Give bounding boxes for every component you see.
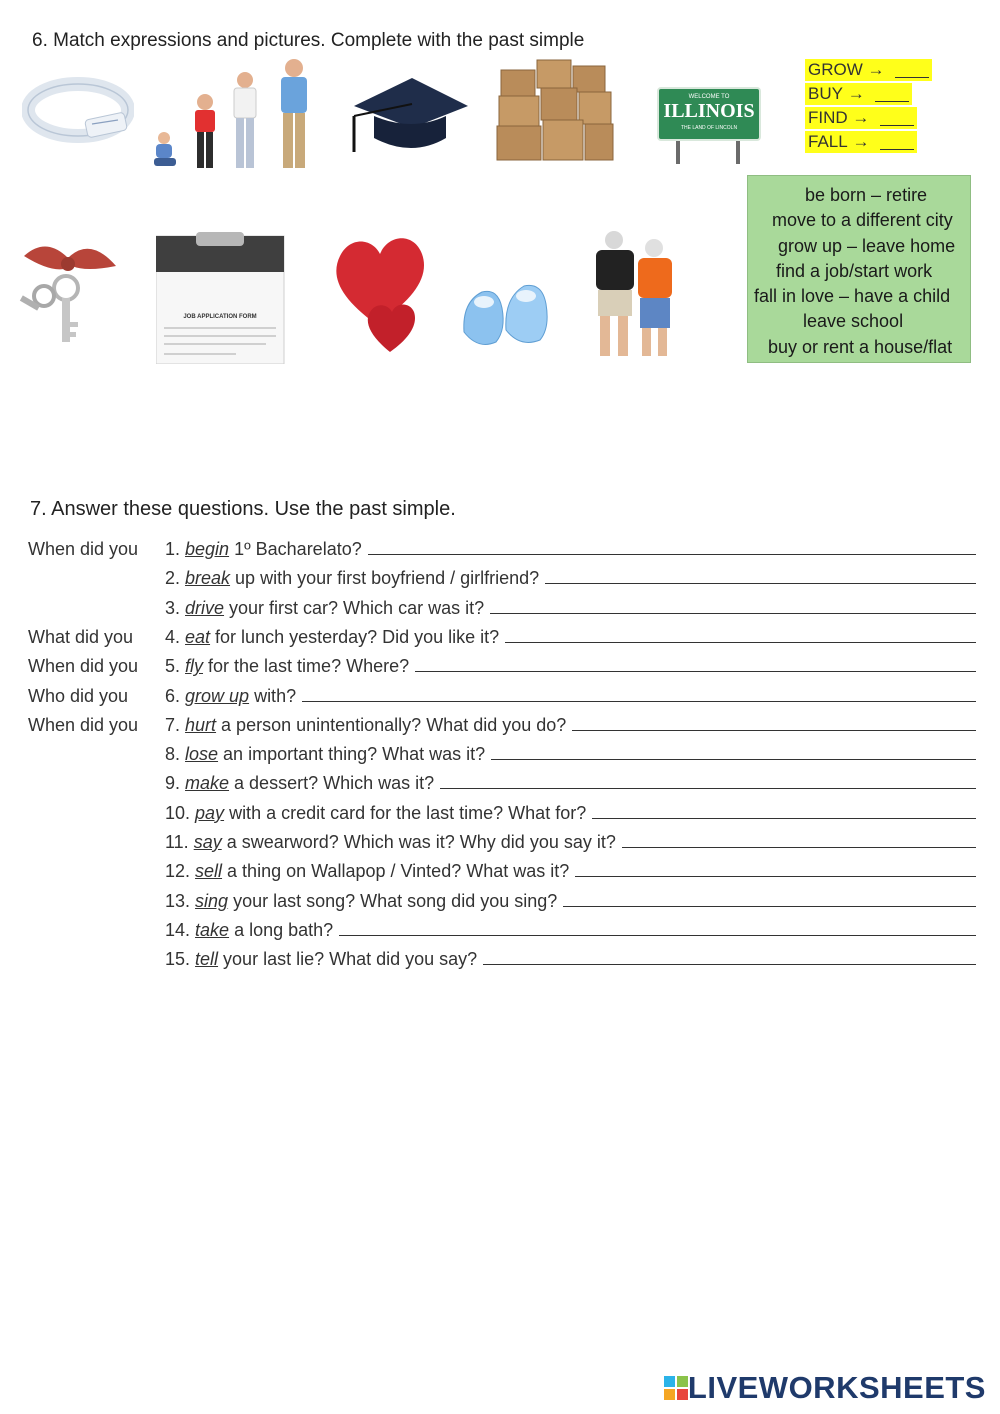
- question-lead: What did you: [28, 626, 134, 647]
- question-text: a person unintentionally? What did you do?: [216, 714, 567, 735]
- question-row: [28, 532, 976, 560]
- question-text: for the last time? Where?: [203, 656, 410, 677]
- question-verb: begin: [185, 539, 230, 559]
- verb-blank[interactable]: [880, 135, 914, 150]
- question-number: 13.: [165, 890, 196, 911]
- question-number: 1.: [165, 539, 186, 559]
- question-row: [28, 796, 976, 824]
- question-number: 12.: [165, 861, 196, 882]
- verb-word: FALL: [808, 132, 848, 151]
- question-row: [28, 737, 976, 765]
- arrow-icon: →: [852, 108, 870, 127]
- question-row: [28, 825, 976, 853]
- question-verb: break: [185, 568, 231, 589]
- liveworksheets-logo: [664, 1370, 986, 1406]
- question-verb: say: [193, 832, 222, 852]
- answer-line[interactable]: [622, 847, 976, 848]
- answer-line[interactable]: [490, 613, 976, 614]
- answer-line[interactable]: [572, 730, 976, 731]
- answer-line[interactable]: [545, 583, 976, 584]
- question-number: 9.: [165, 773, 186, 794]
- logo-text: LIVEWORKSHEETS: [687, 1370, 986, 1405]
- exercise-7-title: 7. Answer these questions. Use the past simple.: [30, 498, 456, 520]
- verb-row: [805, 130, 920, 154]
- logo-grid-icon: [664, 1376, 688, 1400]
- graduation-cap-picture: [346, 72, 470, 162]
- question-text: a thing on Wallapop / Vinted? What was it?: [222, 861, 570, 882]
- question-number: 8.: [165, 744, 186, 765]
- exercise-6-title: 6. Match expressions and pictures. Complete with the past simple: [32, 30, 585, 51]
- answer-line[interactable]: [339, 935, 976, 936]
- question-number: 4.: [165, 626, 186, 647]
- question-verb: eat: [185, 626, 211, 647]
- hearts-picture: [330, 228, 430, 354]
- verb-blank[interactable]: [875, 87, 909, 102]
- question-row: [28, 649, 976, 677]
- expression-item: leave school: [803, 311, 904, 332]
- question-text: up with your first boyfriend / girlfriend?: [230, 568, 540, 589]
- form-title-text: JOB APPLICATION FORM: [183, 314, 257, 320]
- question-row: [28, 708, 976, 736]
- illinois-sign-top-text: WELCOME TO: [688, 94, 730, 100]
- house-keys-picture: [16, 236, 122, 350]
- question-row: [28, 854, 976, 882]
- answer-line[interactable]: [483, 964, 976, 965]
- verb-row: [805, 106, 920, 130]
- question-row: [28, 884, 976, 912]
- answer-line[interactable]: [563, 906, 976, 907]
- question-verb: sell: [195, 861, 223, 882]
- question-row: [28, 766, 976, 794]
- expression-item: find a job/start work: [776, 260, 933, 281]
- question-number: 3.: [165, 597, 186, 618]
- expressions-box: [747, 175, 971, 363]
- question-number: 7.: [165, 714, 186, 735]
- question-number: 2.: [165, 568, 186, 589]
- answer-line[interactable]: [575, 876, 976, 877]
- answer-line[interactable]: [302, 701, 976, 702]
- children-growing-picture: [150, 58, 318, 174]
- expression-item: buy or rent a house/flat: [768, 336, 953, 357]
- question-text: an important thing? What was it?: [218, 744, 486, 765]
- answer-line[interactable]: [415, 671, 976, 672]
- question-text: a swearword? Which was it? Why did you say it?: [221, 832, 616, 852]
- question-text: a dessert? Which was it?: [229, 773, 435, 794]
- question-text: with a credit card for the last time? What for?: [224, 802, 587, 823]
- question-row: [28, 913, 976, 941]
- question-verb: pay: [195, 802, 225, 823]
- question-row: [28, 679, 976, 707]
- question-verb: grow up: [185, 685, 250, 706]
- question-verb: lose: [185, 744, 219, 765]
- question-verb: take: [195, 919, 230, 940]
- job-application-picture: [156, 232, 288, 364]
- verb-word: BUY: [808, 84, 843, 103]
- question-verb: drive: [185, 597, 225, 618]
- arrow-icon: →: [852, 132, 870, 151]
- answer-line[interactable]: [368, 554, 976, 555]
- verb-row: [805, 58, 920, 82]
- verb-blank[interactable]: [880, 111, 914, 126]
- question-row: [28, 942, 976, 970]
- question-verb: tell: [195, 949, 219, 970]
- question-verb: hurt: [185, 714, 217, 735]
- question-number: 14.: [165, 919, 196, 940]
- expression-item: be born – retire: [805, 185, 928, 205]
- question-text: your first car? Which car was it?: [224, 597, 485, 618]
- elderly-couple-picture: [584, 228, 682, 360]
- question-number: 6.: [165, 685, 186, 706]
- answer-line[interactable]: [491, 759, 976, 760]
- question-text: your last song? What song did you sing?: [228, 890, 558, 911]
- question-row: [28, 591, 976, 619]
- answer-line[interactable]: [440, 788, 976, 789]
- verb-word: GROW: [808, 60, 863, 79]
- verb-blank[interactable]: [895, 63, 929, 78]
- verb-row: [805, 82, 920, 106]
- baby-shoes-picture: [458, 272, 554, 352]
- question-text: 1º Bacharelato?: [229, 539, 362, 559]
- question-lead: When did you: [28, 714, 139, 735]
- answer-line[interactable]: [592, 818, 976, 819]
- question-text: your last lie? What did you say?: [218, 949, 478, 970]
- hospital-bracelet-picture: [22, 70, 134, 150]
- illinois-sign-main-text: ILLINOIS: [663, 100, 755, 122]
- question-row: [28, 620, 976, 648]
- question-row: [28, 561, 976, 589]
- question-lead: When did you: [28, 656, 139, 677]
- illinois-sign-sub-text: THE LAND OF LINCOLN: [680, 125, 738, 131]
- moving-boxes-picture: [495, 58, 617, 164]
- question-text: a long bath?: [229, 919, 334, 940]
- expression-item: grow up – leave home: [778, 235, 956, 256]
- question-text: for lunch yesterday? Did you like it?: [210, 626, 500, 647]
- question-number: 5.: [165, 656, 186, 677]
- illinois-sign-picture: [656, 82, 762, 164]
- expression-item: move to a different city: [772, 210, 953, 231]
- arrow-icon: →: [847, 84, 865, 103]
- question-text: with?: [249, 685, 297, 706]
- question-verb: make: [185, 773, 230, 794]
- answer-line[interactable]: [505, 642, 976, 643]
- question-verb: fly: [185, 656, 204, 677]
- question-lead: Who did you: [28, 685, 129, 706]
- question-lead: When did you: [28, 539, 139, 559]
- arrow-icon: →: [867, 60, 885, 79]
- verb-word: FIND: [808, 108, 848, 127]
- verb-list: [805, 58, 920, 154]
- question-verb: sing: [195, 890, 229, 911]
- question-number: 15.: [165, 949, 196, 970]
- question-number: 10.: [165, 802, 196, 823]
- question-number: 11.: [165, 832, 194, 852]
- expression-item: fall in love – have a child: [754, 286, 951, 307]
